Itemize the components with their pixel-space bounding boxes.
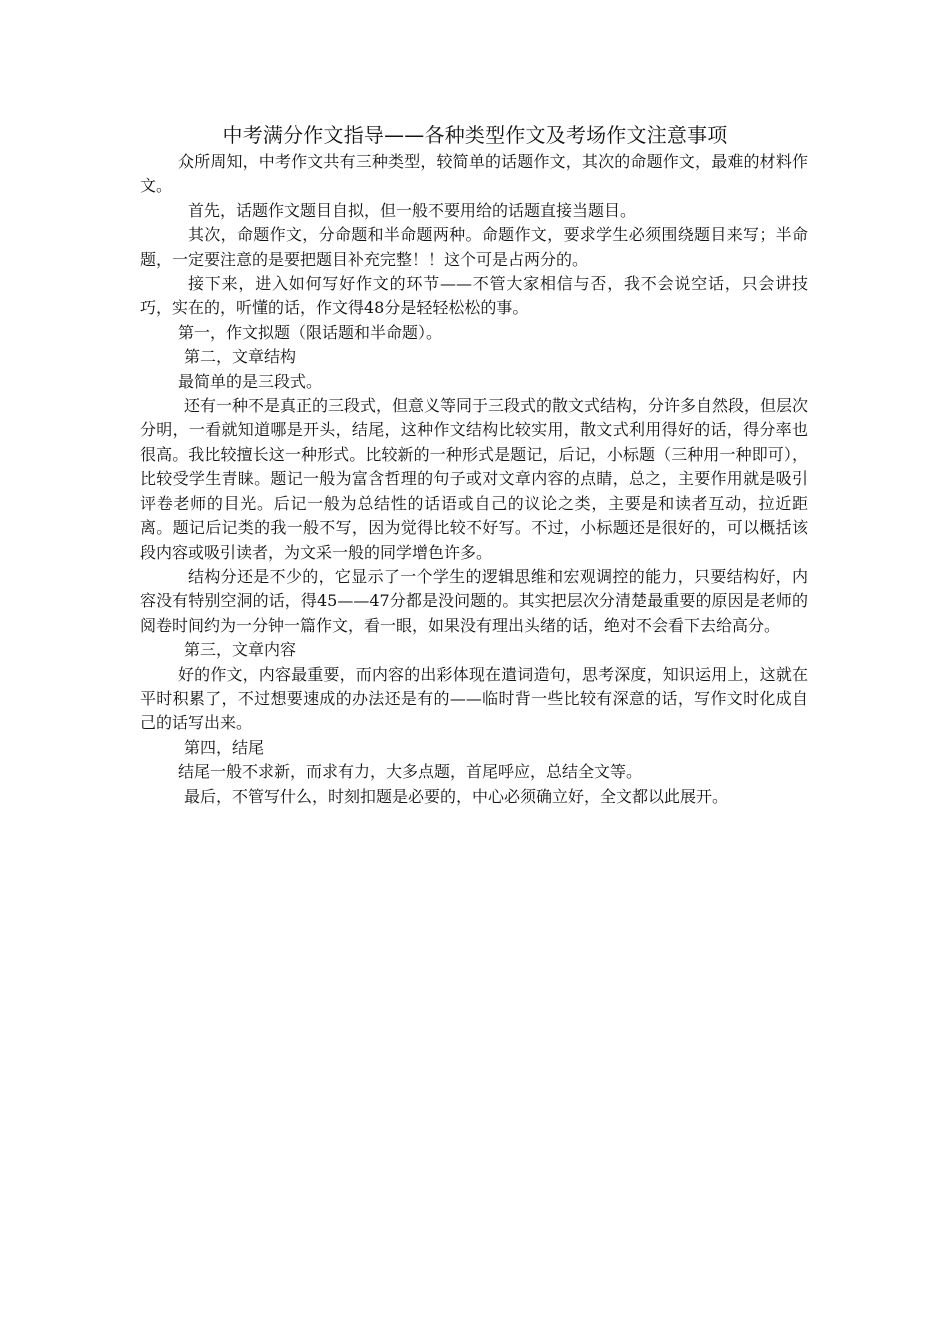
heading-third-content: 第三，文章内容 [184, 640, 297, 660]
paragraph-topic-essay: 首先，话题作文题目自拟，但一般不要用给的话题直接当题目。 [188, 200, 637, 220]
paragraph-intro: 众所周知，中考作文共有三种类型，较简单的话题作文，其次的命题作文，最难的材料作文。 [140, 152, 808, 196]
heading-second-structure: 第二，文章结构 [184, 347, 297, 367]
heading-fourth-ending: 第四，结尾 [184, 737, 265, 757]
paragraph-structure-score: 结构分还是不少的，它显示了一个学生的逻辑思维和宏观调控的能力，只要结构好，内容没有特别空洞的话，得45——47分都是没问题的。其实把层次分清楚最重要的原因是老师的阅卷时间约为一分钟一篇作文，看一眼，如果没有理出头绪的话，绝对不会看下去给高分。 [140, 566, 808, 635]
paragraph-conclusion: 最后，不管写什么，时刻扣题是必要的，中心必须确立好，全文都以此展开。 [184, 786, 729, 806]
paragraph-ending: 结尾一般不求新，而求有力，大多点题，首尾呼应，总结全文等。 [178, 762, 643, 782]
document-title: 中考满分作文指导——各种类型作文及考场作文注意事项 [222, 123, 728, 147]
paragraph-skills: 接下来，进入如何写好作文的环节——不管大家相信与否，我不会说空话，只会讲技巧，实在的，听懂的话，作文得48分是轻轻松松的事。 [140, 274, 808, 318]
paragraph-assigned-essay: 其次，命题作文，分命题和半命题两种。命题作文，要求学生必须围绕题目来写；半命题，一定要注意的是要把题目补充完整！！这个可是占两分的。 [140, 225, 808, 269]
paragraph-prose-structure: 还有一种不是真正的三段式，但意义等同于三段式的散文式结构，分许多自然段，但层次分明，一看就知道哪是开头，结尾，这种作文结构比较实用，散文式利用得好的话，得分率也很高。我比较擅长这一种形式。比较新的一种形式是题记，后记，小标题（三种用一种即可），比较受学生青睐。题记一般为富含哲理的句子或对文章内容的点睛，总之，主要作用就是吸引评卷老师的目光。后记一般为总结性的话语或自己的议论之类，主要是和读者互动，拉近距离。题记后记类的我一般不写，因为觉得比较不好写。不过，小标题还是很好的，可以概括该段内容或吸引读者，为文采一般的同学增色许多。 [140, 396, 809, 562]
paragraph-three-part: 最简单的是三段式。 [178, 371, 323, 391]
document-body [140, 150, 808, 809]
paragraph-content: 好的作文，内容最重要，而内容的出彩体现在遣词造句，思考深度，知识运用上，这就在平时积累了，不过想要速成的办法还是有的——临时背一些比较有深意的话，写作文时化成自己的话写出来。 [140, 664, 808, 733]
heading-first-title: 第一，作文拟题（限话题和半命题）。 [178, 322, 443, 342]
